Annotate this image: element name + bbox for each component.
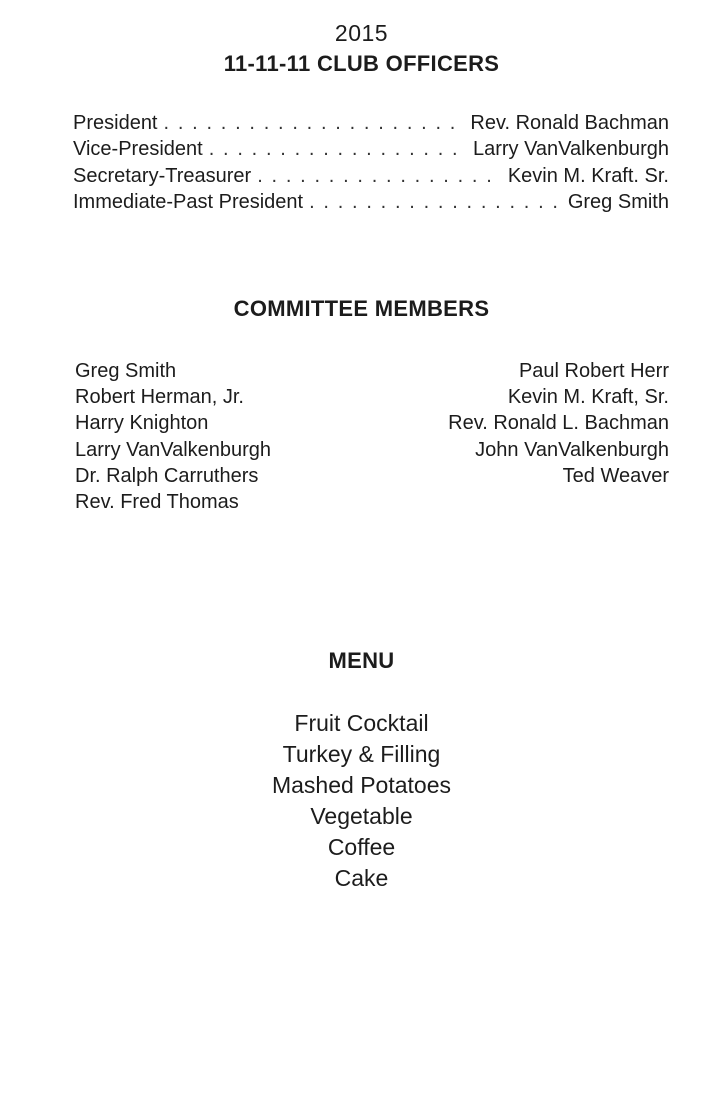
menu-item: Fruit Cocktail xyxy=(294,710,429,736)
menu-item: Mashed Potatoes xyxy=(271,772,451,798)
committee-member: Rev. Ronald L. Bachman xyxy=(448,412,669,435)
year-heading: 2015 xyxy=(334,20,389,46)
dot-leader xyxy=(257,165,502,188)
menu-list xyxy=(0,708,723,894)
officer-name: Kevin M. Kraft. Sr. xyxy=(507,164,669,187)
committee-member: Paul Robert Herr xyxy=(518,360,669,382)
officer-name: Greg Smith xyxy=(567,190,669,213)
committee-heading: COMMITTEE MEMBERS xyxy=(233,296,490,321)
officer-row-vice-president xyxy=(73,138,669,164)
menu-item: Cake xyxy=(334,865,389,891)
committee-member: Harry Knighton xyxy=(75,412,209,435)
committee-right-column xyxy=(448,358,669,489)
committee-member: Rev. Fred Thomas xyxy=(75,490,239,513)
committee-member: Dr. Ralph Carruthers xyxy=(75,464,259,487)
menu-item: Turkey & Filling xyxy=(282,741,441,767)
dot-leader xyxy=(209,138,467,161)
committee-member: Robert Herman, Jr. xyxy=(75,386,244,409)
officer-title: Immediate-Past President xyxy=(73,190,304,213)
officers-list xyxy=(73,112,669,217)
officer-title: Vice-President xyxy=(73,138,203,161)
menu-item: Vegetable xyxy=(310,803,413,829)
officer-name: Larry VanValkenburgh xyxy=(472,138,669,161)
committee-left-column xyxy=(75,358,271,515)
committee-member: Greg Smith xyxy=(75,360,177,382)
dot-leader xyxy=(164,112,465,135)
committee-member: Ted Weaver xyxy=(562,464,669,487)
officer-row-president xyxy=(73,112,669,138)
menu-item: Coffee xyxy=(327,834,396,860)
committee-member: John VanValkenburgh xyxy=(475,438,669,461)
menu-heading: MENU xyxy=(328,648,395,673)
club-officers-heading: 11-11-11 CLUB OFFICERS xyxy=(223,51,500,76)
officer-title: President xyxy=(73,112,158,134)
officer-name: Rev. Ronald Bachman xyxy=(470,112,669,134)
committee-member: Larry VanValkenburgh xyxy=(75,438,272,461)
committee-member: Kevin M. Kraft, Sr. xyxy=(507,386,669,409)
officer-row-immediate-past-president xyxy=(73,191,669,217)
officer-title: Secretary-Treasurer xyxy=(73,164,252,187)
dot-leader xyxy=(309,191,562,214)
officer-row-secretary-treasurer xyxy=(73,165,669,191)
